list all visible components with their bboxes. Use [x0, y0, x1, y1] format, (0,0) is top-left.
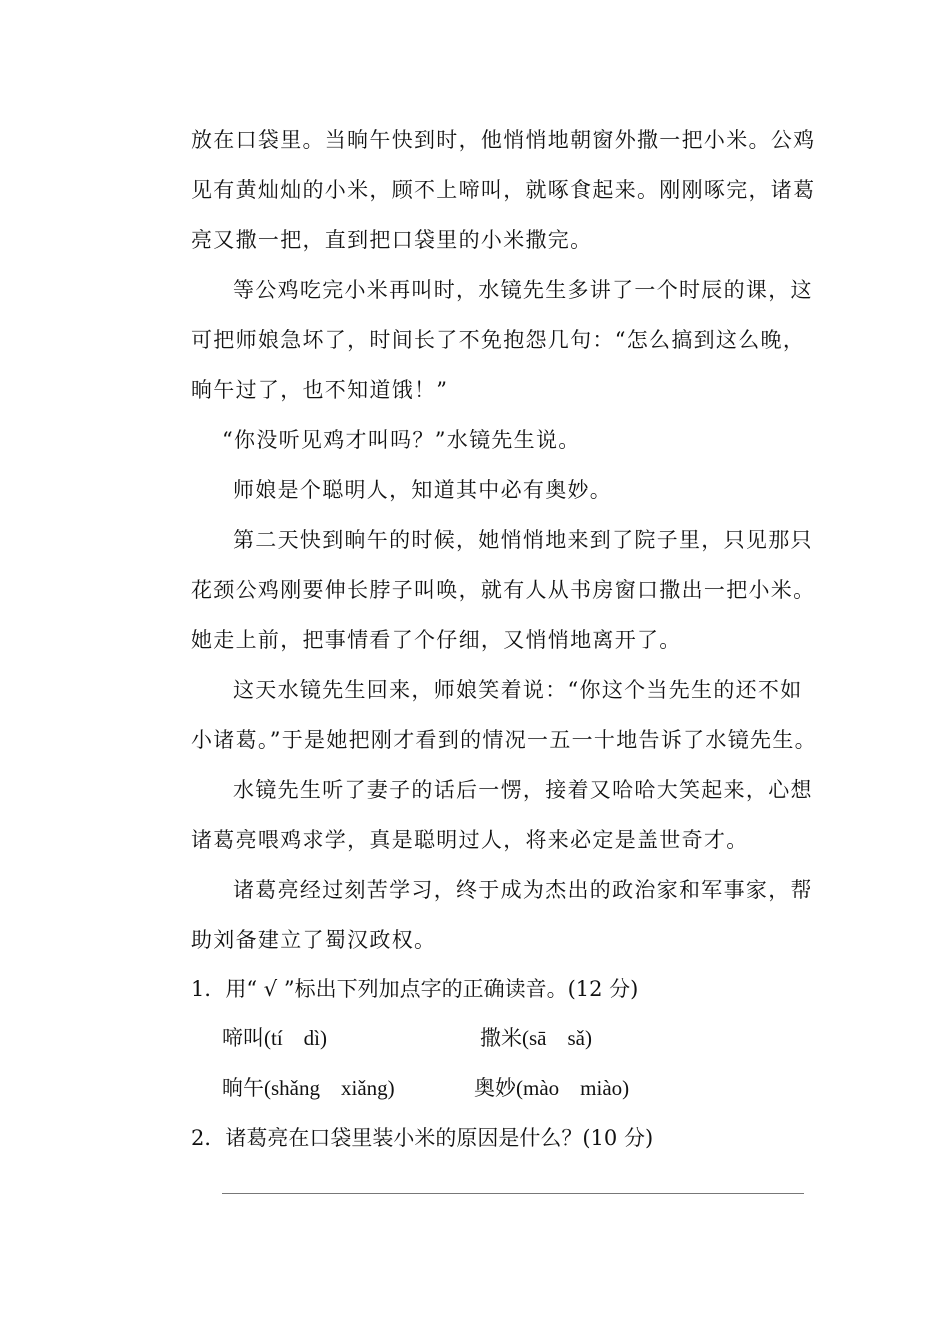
passage-line: 放在口袋里。当晌午快到时，他悄悄地朝窗外撒一把小米。公鸡 — [191, 128, 816, 152]
passage-line: 水镜先生听了妻子的话后一愣，接着又哈哈大笑起来，心想 — [233, 778, 813, 802]
passage-line: 诸葛亮喂鸡求学，真是聪明过人，将来必定是盖世奇才。 — [191, 828, 749, 852]
passage-line: 见有黄灿灿的小米，顾不上啼叫，就啄食起来。刚刚啄完，诸葛 — [191, 178, 816, 202]
passage-line: 花颈公鸡刚要伸长脖子叫唤，就有人从书房窗口撒出一把小米。 — [191, 578, 816, 602]
passage-line: 这天水镜先生回来，师娘笑着说：“你这个当先生的还不如 — [233, 678, 803, 702]
pinyin-option: 啼叫(tí dì) — [222, 1026, 327, 1050]
pinyin-option: 奥妙(mào miào) — [474, 1076, 630, 1100]
question-1: 1．用“ √ ”标出下列加点字的正确读音。(12 分) — [191, 977, 639, 1001]
passage-line: 助刘备建立了蜀汉政权。 — [191, 928, 437, 952]
passage-line: 第二天快到晌午的时候，她悄悄地来到了院子里，只见那只 — [233, 528, 813, 552]
passage-line: 诸葛亮经过刻苦学习，终于成为杰出的政治家和军事家，帮 — [233, 878, 813, 902]
passage-line: 可把师娘急坏了，时间长了不免抱怨几句：“怎么搞到这么晚， — [191, 328, 806, 352]
passage-line: 晌午过了，也不知道饿！” — [191, 378, 449, 402]
passage-line: “你没听见鸡才叫吗？”水镜先生说。 — [222, 428, 581, 452]
answer-line[interactable] — [222, 1193, 804, 1194]
passage-line: 小诸葛。”于是她把刚才看到的情况一五一十地告诉了水镜先生。 — [191, 728, 817, 752]
question-2: 2．诸葛亮在口袋里装小米的原因是什么？(10 分) — [191, 1126, 654, 1150]
passage-line: 等公鸡吃完小米再叫时，水镜先生多讲了一个时辰的课，这 — [233, 278, 813, 302]
pinyin-option: 撒米(sā sǎ) — [480, 1026, 592, 1050]
passage-line: 亮又撒一把，直到把口袋里的小米撒完。 — [191, 228, 593, 252]
passage-line: 她走上前，把事情看了个仔细，又悄悄地离开了。 — [191, 628, 682, 652]
passage-line: 师娘是个聪明人，知道其中必有奥妙。 — [233, 478, 613, 502]
pinyin-option: 晌午(shǎng xiǎng) — [222, 1076, 395, 1100]
